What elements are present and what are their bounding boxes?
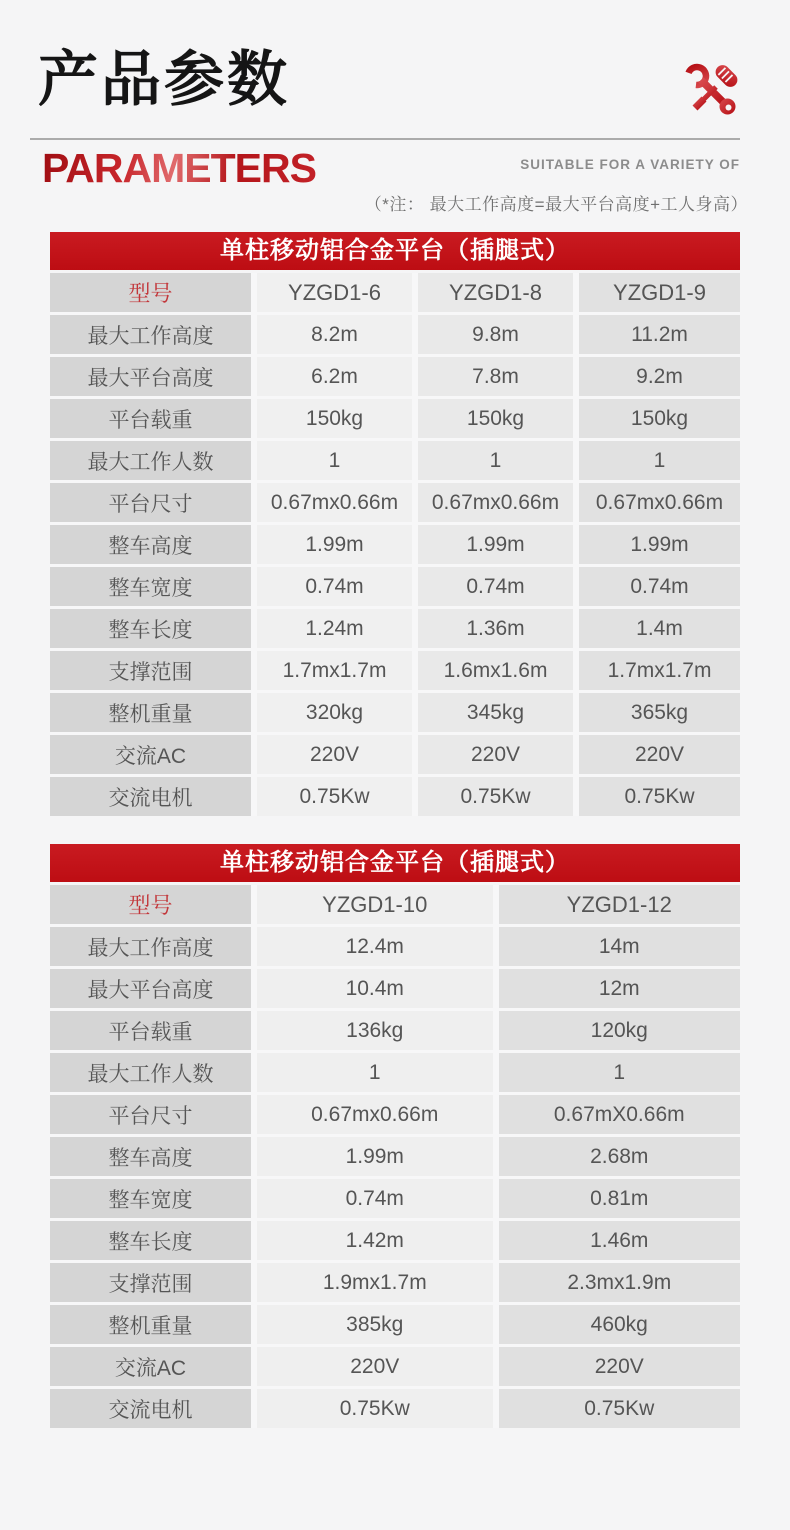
spec-tables-container <box>50 232 740 1428</box>
spec-row <box>50 399 740 441</box>
spec-value-cell: 1.6mx1.6m <box>418 651 579 693</box>
spec-label-cell: 最大平台高度 <box>50 969 257 1011</box>
spec-row <box>50 651 740 693</box>
table-title-bar: 单柱移动铝合金平台（插腿式） <box>50 232 740 270</box>
spec-label-cell: 平台载重 <box>50 399 257 441</box>
spec-value-cell: 10.4m <box>257 969 499 1011</box>
spec-value-cell: 1.7mx1.7m <box>579 651 740 693</box>
spec-value-cell: 1.46m <box>499 1221 741 1263</box>
spec-value-cell: 1.42m <box>257 1221 499 1263</box>
model-name-cell: YZGD1-8 <box>418 273 579 315</box>
spec-label-cell: 最大工作高度 <box>50 927 257 969</box>
spec-value-cell: 9.2m <box>579 357 740 399</box>
spec-value-cell: 6.2m <box>257 357 418 399</box>
spec-row <box>50 1263 740 1305</box>
spec-value-cell: 0.75Kw <box>418 777 579 816</box>
spec-value-cell: 0.67mx0.66m <box>418 483 579 525</box>
spec-value-cell: 220V <box>579 735 740 777</box>
spec-value-cell: 0.74m <box>579 567 740 609</box>
spec-value-cell: 1.9mx1.7m <box>257 1263 499 1305</box>
spec-table-block <box>50 844 740 1428</box>
spec-value-cell: 1.36m <box>418 609 579 651</box>
spec-value-cell: 1.24m <box>257 609 418 651</box>
spec-value-cell: 120kg <box>499 1011 741 1053</box>
spec-row <box>50 1305 740 1347</box>
spec-row <box>50 357 740 399</box>
spec-value-cell: 150kg <box>418 399 579 441</box>
spec-value-cell: 12.4m <box>257 927 499 969</box>
model-header-row <box>50 885 740 927</box>
spec-label-cell: 平台载重 <box>50 1011 257 1053</box>
spec-row <box>50 1179 740 1221</box>
page-header <box>0 0 790 232</box>
spec-value-cell: 1.99m <box>257 525 418 567</box>
spec-value-cell: 0.81m <box>499 1179 741 1221</box>
spec-value-cell: 220V <box>499 1347 741 1389</box>
spec-value-cell: 8.2m <box>257 315 418 357</box>
spec-row <box>50 441 740 483</box>
spec-value-cell: 1.99m <box>579 525 740 567</box>
spec-label-cell: 最大工作人数 <box>50 441 257 483</box>
model-name-cell: YZGD1-9 <box>579 273 740 315</box>
spec-label-cell: 整车宽度 <box>50 567 257 609</box>
spec-label-cell: 交流电机 <box>50 777 257 816</box>
spec-row <box>50 1011 740 1053</box>
spec-label-cell: 平台尺寸 <box>50 483 257 525</box>
spec-label-cell: 整机重量 <box>50 693 257 735</box>
spec-row <box>50 567 740 609</box>
spec-row <box>50 969 740 1011</box>
spec-value-cell: 2.68m <box>499 1137 741 1179</box>
spec-value-cell: 220V <box>257 735 418 777</box>
spec-label-cell: 整车长度 <box>50 1221 257 1263</box>
spec-label-cell: 整车长度 <box>50 609 257 651</box>
model-name-cell: YZGD1-12 <box>499 885 741 927</box>
spec-value-cell: 12m <box>499 969 741 1011</box>
spec-label-cell: 交流AC <box>50 1347 257 1389</box>
model-label-cell: 型号 <box>50 273 257 315</box>
table-title-bar: 单柱移动铝合金平台（插腿式） <box>50 844 740 882</box>
spec-row <box>50 1053 740 1095</box>
spec-value-cell: 0.67mX0.66m <box>499 1095 741 1137</box>
spec-value-cell: 1 <box>418 441 579 483</box>
spec-row <box>50 693 740 735</box>
header-divider <box>30 138 740 140</box>
spec-value-cell: 0.75Kw <box>579 777 740 816</box>
spec-row <box>50 777 740 816</box>
spec-value-cell: 460kg <box>499 1305 741 1347</box>
spec-label-cell: 最大平台高度 <box>50 357 257 399</box>
spec-value-cell: 1 <box>579 441 740 483</box>
spec-value-cell: 0.74m <box>257 567 418 609</box>
spec-value-cell: 1.99m <box>257 1137 499 1179</box>
model-label-cell: 型号 <box>50 885 257 927</box>
spec-row <box>50 735 740 777</box>
spec-row <box>50 1221 740 1263</box>
spec-label-cell: 平台尺寸 <box>50 1095 257 1137</box>
tagline-text: SUITABLE FOR A VARIETY OF <box>520 157 740 172</box>
spec-row <box>50 525 740 567</box>
spec-label-cell: 整车高度 <box>50 1137 257 1179</box>
spec-label-cell: 最大工作高度 <box>50 315 257 357</box>
spec-value-cell: 150kg <box>257 399 418 441</box>
spec-row <box>50 483 740 525</box>
spec-row <box>50 1389 740 1428</box>
spec-label-cell: 最大工作人数 <box>50 1053 257 1095</box>
spec-value-cell: 220V <box>257 1347 499 1389</box>
spec-row <box>50 1137 740 1179</box>
spec-value-cell: 1 <box>257 441 418 483</box>
spec-label-cell: 交流电机 <box>50 1389 257 1428</box>
spec-value-cell: 385kg <box>257 1305 499 1347</box>
spec-value-cell: 320kg <box>257 693 418 735</box>
spec-value-cell: 0.75Kw <box>257 1389 499 1428</box>
spec-value-cell: 2.3mx1.9m <box>499 1263 741 1305</box>
spec-value-cell: 0.75Kw <box>257 777 418 816</box>
model-header-row <box>50 273 740 315</box>
spec-label-cell: 整车宽度 <box>50 1179 257 1221</box>
spec-value-cell: 14m <box>499 927 741 969</box>
spec-value-cell: 136kg <box>257 1011 499 1053</box>
spec-table-block <box>50 232 740 816</box>
spec-row <box>50 1347 740 1389</box>
wrench-screwdriver-icon <box>680 58 744 124</box>
spec-row <box>50 315 740 357</box>
spec-value-cell: 0.75Kw <box>499 1389 741 1428</box>
spec-value-cell: 1 <box>257 1053 499 1095</box>
spec-value-cell: 365kg <box>579 693 740 735</box>
spec-value-cell: 11.2m <box>579 315 740 357</box>
spec-value-cell: 220V <box>418 735 579 777</box>
spec-label-cell: 支撑范围 <box>50 1263 257 1305</box>
spec-value-cell: 1 <box>499 1053 741 1095</box>
spec-value-cell: 0.67mx0.66m <box>579 483 740 525</box>
page-title: 产品参数 <box>38 46 290 113</box>
spec-value-cell: 1.4m <box>579 609 740 651</box>
spec-value-cell: 7.8m <box>418 357 579 399</box>
model-name-cell: YZGD1-6 <box>257 273 418 315</box>
spec-value-cell: 150kg <box>579 399 740 441</box>
note-text: （*注： 最大工作高度=最大平台高度+工人身高） <box>364 195 748 214</box>
spec-value-cell: 0.74m <box>418 567 579 609</box>
spec-value-cell: 0.67mx0.66m <box>257 483 418 525</box>
page-subtitle: PARAMETERS <box>42 145 316 191</box>
model-name-cell: YZGD1-10 <box>257 885 499 927</box>
spec-value-cell: 0.67mx0.66m <box>257 1095 499 1137</box>
spec-label-cell: 整车高度 <box>50 525 257 567</box>
spec-row <box>50 927 740 969</box>
spec-value-cell: 1.99m <box>418 525 579 567</box>
spec-value-cell: 1.7mx1.7m <box>257 651 418 693</box>
spec-row <box>50 1095 740 1137</box>
spec-value-cell: 0.74m <box>257 1179 499 1221</box>
spec-value-cell: 345kg <box>418 693 579 735</box>
spec-label-cell: 整机重量 <box>50 1305 257 1347</box>
spec-label-cell: 支撑范围 <box>50 651 257 693</box>
spec-value-cell: 9.8m <box>418 315 579 357</box>
spec-row <box>50 609 740 651</box>
spec-label-cell: 交流AC <box>50 735 257 777</box>
